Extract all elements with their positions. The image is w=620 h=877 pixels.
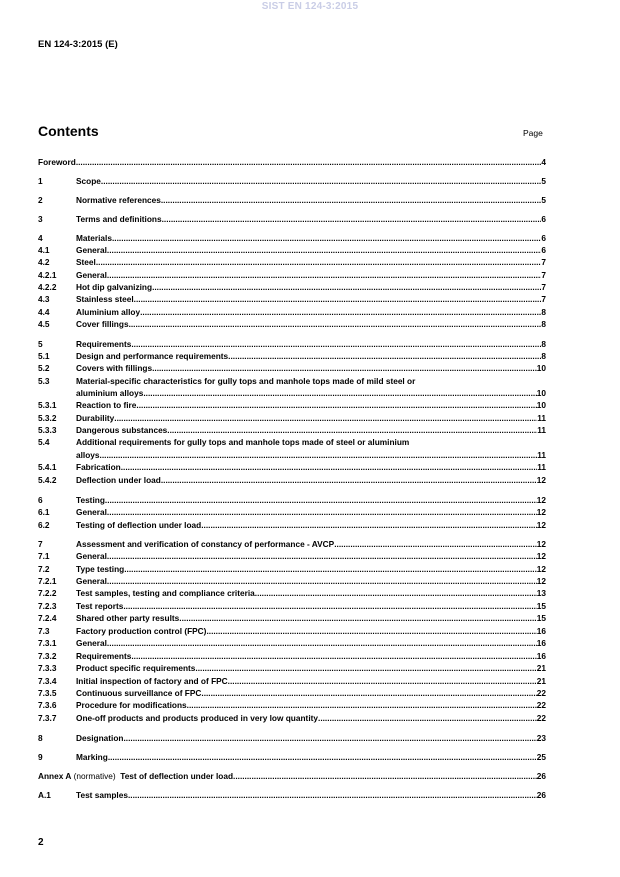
dot-leader: [128, 790, 537, 801]
dot-leader: [96, 257, 542, 268]
toc-entry-number: 4: [38, 233, 43, 243]
toc-entry-title: Terms and definitions: [76, 214, 162, 224]
dot-leader: [100, 450, 538, 461]
toc-entry-title: General: [76, 551, 107, 561]
toc-entry-page: 12: [536, 564, 546, 574]
toc-entry-page: 25: [536, 752, 546, 762]
toc-entry-title: Testing of deflection under load: [76, 520, 202, 530]
toc-entry[interactable]: [38, 245, 546, 256]
toc-entry-page: 5: [541, 195, 546, 205]
dot-leader: [152, 282, 541, 293]
toc-entry[interactable]: [38, 676, 546, 687]
toc-entry-number: 4.3: [38, 294, 50, 304]
toc-entry-number: 5: [38, 339, 43, 349]
toc-entry-title: Hot dip galvanizing: [76, 282, 153, 292]
toc-entry-number: 5.4.1: [38, 462, 57, 472]
toc-entry[interactable]: [38, 437, 546, 448]
toc-entry-title: Test reports: [76, 601, 124, 611]
toc-entry-number: 7.3.4: [38, 676, 57, 686]
toc-entry-number: 7.2.3: [38, 601, 57, 611]
toc-entry[interactable]: [38, 282, 546, 293]
toc-entry-number: 7.2: [38, 564, 50, 574]
toc-entry-page: 8: [541, 307, 546, 317]
toc-entry-page: 13: [536, 588, 546, 598]
toc-entry-title: Additional requirements for gully tops and manhole tops made of steel or aluminium: [76, 437, 410, 447]
dot-leader: [201, 688, 536, 699]
toc-entry-page: 22: [536, 713, 546, 723]
dot-leader: [334, 539, 537, 550]
dot-leader: [161, 475, 537, 486]
toc-entry[interactable]: [38, 319, 546, 330]
toc-entry-title: Product specific requirements: [76, 663, 196, 673]
toc-entry[interactable]: [38, 176, 546, 187]
toc-entry-number: 4.2: [38, 257, 50, 267]
dot-leader: [112, 233, 541, 244]
dot-leader: [121, 462, 538, 473]
toc-entry[interactable]: [38, 363, 546, 374]
toc-entry[interactable]: [38, 233, 546, 244]
dot-leader: [124, 564, 537, 575]
document-id: EN 124-3:2015 (E): [38, 39, 118, 50]
toc-entry-page: 16: [536, 626, 546, 636]
toc-entry-title: General: [76, 245, 107, 255]
dot-leader: [228, 351, 541, 362]
toc-entry-title: Marking: [76, 752, 108, 762]
toc-entry-number: 4.5: [38, 319, 50, 329]
toc-entry-page: 12: [536, 539, 546, 549]
toc-entry[interactable]: [38, 495, 546, 506]
toc-entry-title: Assessment and verification of constancy of performance - AVCP: [76, 539, 335, 549]
toc-entry-number: 4.2.2: [38, 282, 57, 292]
toc-entry-page: 6: [541, 233, 546, 243]
toc-entry[interactable]: [38, 520, 546, 531]
toc-entry-title: Material-specific characteristics for gully tops and manhole tops made of mild steel or: [76, 376, 416, 386]
toc-entry-page: 7: [541, 294, 546, 304]
toc-entry-page: 22: [536, 688, 546, 698]
toc-entry-number: 6.2: [38, 520, 50, 530]
dot-leader: [101, 176, 541, 187]
dot-leader: [318, 713, 537, 724]
toc-entry[interactable]: [38, 294, 546, 305]
annex-status: (normative): [71, 771, 118, 781]
dot-leader: [107, 551, 537, 562]
dot-leader: [107, 507, 537, 518]
toc-entry-title: Stainless steel: [76, 294, 134, 304]
dot-leader: [143, 388, 536, 399]
toc-entry-title: Procedure for modifications: [76, 700, 187, 710]
toc-entry-page: 12: [536, 551, 546, 561]
toc-entry-title: Foreword: [38, 157, 76, 167]
toc-entry[interactable]: [38, 475, 546, 486]
toc-entry[interactable]: [38, 351, 546, 362]
page-column-label: Page: [523, 128, 543, 138]
toc-entry[interactable]: [38, 752, 546, 763]
toc-entry-number: 7.3.2: [38, 651, 57, 661]
toc-entry-title: aluminium alloys: [76, 388, 144, 398]
toc-entry-page: 8: [541, 319, 546, 329]
toc-entry-title: Shared other party results: [76, 613, 180, 623]
toc-entry-number: 7.2.2: [38, 588, 57, 598]
toc-entry-page: 16: [536, 651, 546, 661]
toc-entry-page: 21: [536, 676, 546, 686]
toc-entry-title: General: [76, 270, 107, 280]
toc-entry-number: 5.1: [38, 351, 50, 361]
toc-entry[interactable]: [38, 388, 546, 399]
toc-entry-title: Covers with fillings: [76, 363, 153, 373]
toc-entry-number: 7.2.1: [38, 576, 57, 586]
dot-leader: [131, 651, 536, 662]
dot-leader: [152, 363, 537, 374]
toc-entry-page: 26: [536, 790, 546, 800]
toc-entry-number: 7.3.1: [38, 638, 57, 648]
toc-entry-page: 23: [536, 733, 546, 743]
toc-entry-page: 8: [541, 339, 546, 349]
toc-entry-title: Normative references: [76, 195, 161, 205]
toc-entry-page: 26: [536, 771, 546, 781]
dot-leader: [134, 294, 542, 305]
watermark: SIST EN 124-3:2015: [261, 1, 359, 12]
toc-entry[interactable]: [38, 601, 546, 612]
toc-entry-number: 6: [38, 495, 43, 505]
dot-leader: [140, 307, 541, 318]
toc-entry-title: Steel: [76, 257, 96, 267]
toc-entry[interactable]: [38, 551, 546, 562]
toc-entry-page: 12: [536, 576, 546, 586]
toc-entry-number: 5.4.2: [38, 475, 57, 485]
toc-entry-number: 7.1: [38, 551, 50, 561]
toc-entry[interactable]: [38, 713, 546, 724]
toc-entry[interactable]: [38, 270, 546, 281]
toc-entry-number: 4.2.1: [38, 270, 57, 280]
toc-entry[interactable]: [38, 425, 546, 436]
dot-leader: [123, 601, 536, 612]
toc-entry-title: General: [76, 638, 107, 648]
toc-entry-title: Initial inspection of factory and of FPC: [76, 676, 228, 686]
toc-entry[interactable]: [38, 651, 546, 662]
toc-entry-number: 6.1: [38, 507, 50, 517]
dot-leader: [107, 638, 537, 649]
dot-leader: [108, 752, 537, 763]
toc-entry-page: 15: [536, 601, 546, 611]
toc-entry[interactable]: [38, 588, 546, 599]
dot-leader: [228, 676, 537, 687]
toc-entry-title: Test samples: [76, 790, 128, 800]
toc-entry-page: 11: [537, 450, 546, 460]
toc-entry[interactable]: [38, 700, 546, 711]
toc-entry-number: 3: [38, 214, 43, 224]
toc-entry-page: 6: [541, 245, 546, 255]
toc-entry-page: 5: [541, 176, 546, 186]
toc-entry-title: Aluminium alloy: [76, 307, 141, 317]
toc-entry-page: 11: [537, 413, 546, 423]
toc-entry[interactable]: [38, 638, 546, 649]
toc-entry-page: 7: [541, 282, 546, 292]
toc-entry-number: 7.3.3: [38, 663, 57, 673]
toc-entry[interactable]: [38, 613, 546, 624]
toc-entry[interactable]: [38, 400, 546, 411]
toc-entry-title: alloys: [76, 450, 100, 460]
toc-entry-page: 10: [536, 400, 546, 410]
toc-entry-title: Fabrication: [76, 462, 121, 472]
toc-entry[interactable]: [38, 307, 546, 318]
toc-entry[interactable]: [38, 376, 546, 387]
toc-entry[interactable]: [38, 450, 546, 461]
toc-entry-number: 7: [38, 539, 43, 549]
toc-entry-title: One-off products and products produced in very low quantity: [76, 713, 319, 723]
dot-leader: [195, 663, 536, 674]
toc-entry-title: Type testing: [76, 564, 125, 574]
dot-leader: [129, 319, 542, 330]
toc-entry[interactable]: [38, 626, 546, 637]
toc-entry[interactable]: [38, 663, 546, 674]
toc-entry-number: 5.3.2: [38, 413, 57, 423]
annex-label: Annex A: [38, 771, 72, 781]
toc-entry-title: Requirements: [76, 339, 132, 349]
toc-entry-number: 1: [38, 176, 43, 186]
toc-entry-page: 7: [541, 257, 546, 267]
toc-entry[interactable]: [38, 157, 546, 168]
dot-leader: [76, 157, 542, 168]
toc-entry-title: Designation: [76, 733, 124, 743]
toc-entry-page: 12: [536, 475, 546, 485]
toc-entry[interactable]: [38, 214, 546, 225]
toc-entry-page: 11: [537, 425, 546, 435]
dot-leader: [161, 195, 542, 206]
page-number: 2: [38, 837, 44, 848]
toc-entry-title: Continuous surveillance of FPC: [76, 688, 202, 698]
dot-leader: [187, 700, 537, 711]
toc-entry-number: 5.4: [38, 437, 50, 447]
toc-entry-number: 4.1: [38, 245, 50, 255]
annex-title: Test of deflection under load: [117, 771, 234, 781]
toc-entry-page: 16: [536, 638, 546, 648]
dot-leader: [206, 626, 536, 637]
toc-entry[interactable]: [38, 413, 546, 424]
toc-entry-title: Deflection under load: [76, 475, 161, 485]
toc-entry-page: 22: [536, 700, 546, 710]
toc-entry[interactable]: [38, 790, 546, 801]
toc-entry-title: Scope: [76, 176, 101, 186]
toc-entry-number: 9: [38, 752, 43, 762]
toc-entry-number: 7.3.7: [38, 713, 57, 723]
toc-entry-page: 10: [536, 388, 546, 398]
toc-entry[interactable]: [38, 339, 546, 350]
toc-entry-number: 5.3: [38, 376, 50, 386]
dot-leader: [114, 413, 537, 424]
dot-leader: [167, 425, 537, 436]
dot-leader: [201, 520, 537, 531]
dot-leader: [107, 245, 541, 256]
toc-entry-title: Requirements: [76, 651, 132, 661]
toc-entry-page: 8: [541, 351, 546, 361]
toc-entry-number: 7.3.5: [38, 688, 57, 698]
toc-entry[interactable]: [38, 771, 546, 782]
toc-entry-title: Dangerous substances: [76, 425, 168, 435]
toc-entry-page: 7: [541, 270, 546, 280]
dot-leader: [105, 495, 537, 506]
toc-entry[interactable]: [38, 564, 546, 575]
dot-leader: [179, 613, 536, 624]
dot-leader: [107, 576, 537, 587]
toc-entry-title: Cover fillings: [76, 319, 129, 329]
dot-leader: [131, 339, 541, 350]
toc-entry-page: 12: [536, 520, 546, 530]
toc-entry-title: Reaction to fire: [76, 400, 137, 410]
toc-entry-page: 12: [536, 507, 546, 517]
dot-leader: [107, 270, 541, 281]
toc-entry[interactable]: [38, 462, 546, 473]
toc-entry-number: 8: [38, 733, 43, 743]
toc-entry[interactable]: [38, 257, 546, 268]
dot-leader: [136, 400, 536, 411]
toc-entry-page: 6: [541, 214, 546, 224]
toc-entry-title: General: [76, 576, 107, 586]
toc-entry-number: 7.2.4: [38, 613, 57, 623]
toc-entry-page: 12: [536, 495, 546, 505]
dot-leader: [123, 733, 536, 744]
toc-entry[interactable]: [38, 539, 546, 550]
toc-entry-page: 11: [537, 462, 546, 472]
toc-entry-page: 4: [541, 157, 546, 167]
toc-entry-number: 7.3: [38, 626, 50, 636]
toc-entry-number: A.1: [38, 790, 51, 800]
toc-entry-title: Testing: [76, 495, 105, 505]
toc-entry-title: Materials: [76, 233, 112, 243]
toc-entry-title: General: [76, 507, 107, 517]
toc-entry[interactable]: [38, 733, 546, 744]
toc-entry-number: 7.3.6: [38, 700, 57, 710]
toc-entry-title: [38, 771, 233, 782]
contents-title: Contents: [38, 123, 99, 139]
toc-entry[interactable]: [38, 507, 546, 518]
toc-entry-number: 5.2: [38, 363, 50, 373]
toc-entry-title: Factory production control (FPC): [76, 626, 207, 636]
toc-entry-title: Test samples, testing and compliance criteria: [76, 588, 255, 598]
toc-entry-number: 5.3.1: [38, 400, 57, 410]
dot-leader: [233, 771, 537, 782]
toc-entry-page: 10: [536, 363, 546, 373]
toc-entry-page: 21: [536, 663, 546, 673]
dot-leader: [255, 588, 537, 599]
dot-leader: [162, 214, 542, 225]
toc-entry[interactable]: [38, 688, 546, 699]
toc-entry-title: Design and performance requirements: [76, 351, 229, 361]
toc-entry[interactable]: [38, 195, 546, 206]
toc-entry-title: Durability: [76, 413, 115, 423]
toc-entry-number: 4.4: [38, 307, 50, 317]
toc-entry-number: 5.3.3: [38, 425, 57, 435]
toc-entry-number: 2: [38, 195, 43, 205]
toc-entry-page: 15: [536, 613, 546, 623]
toc-entry[interactable]: [38, 576, 546, 587]
